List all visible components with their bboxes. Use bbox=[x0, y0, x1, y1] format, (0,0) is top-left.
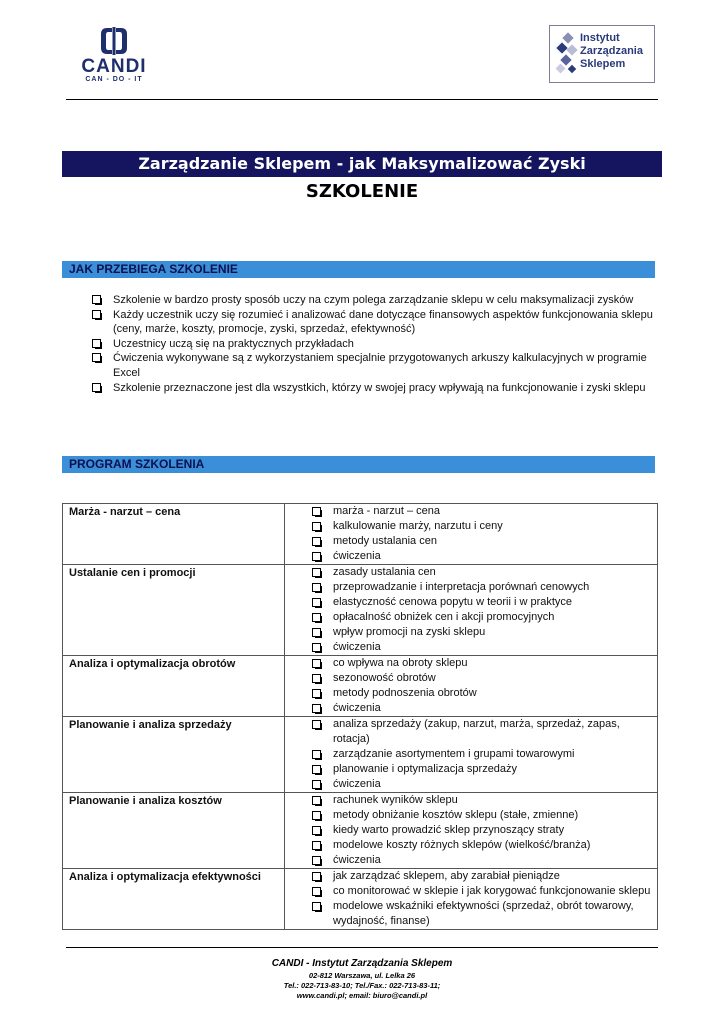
list-item bbox=[312, 534, 653, 549]
list-item-text: metody ustalania cen bbox=[333, 535, 437, 547]
topic-cell: Marża - narzut – cena bbox=[63, 504, 285, 565]
list-item bbox=[92, 351, 662, 380]
list-item-text: co monitorować w sklepie i jak korygować funkcjonowanie sklepu bbox=[333, 885, 651, 897]
list-item-text: modelowe koszty różnych sklepów (wielkość/branża) bbox=[333, 839, 591, 851]
list-item bbox=[312, 625, 653, 640]
checkbox-bullet-icon bbox=[312, 765, 321, 774]
list-item-text: Uczestnicy uczą się na praktycznych przykładach bbox=[113, 337, 354, 350]
footer-divider bbox=[66, 947, 658, 948]
header-divider bbox=[66, 99, 658, 100]
checkbox-bullet-icon bbox=[312, 689, 321, 698]
list-item-text: co wpływa na obroty sklepu bbox=[333, 657, 468, 669]
checkbox-bullet-icon bbox=[312, 780, 321, 789]
topic-cell: Planowanie i analiza kosztów bbox=[63, 793, 285, 869]
list-item bbox=[312, 853, 653, 868]
table-row bbox=[63, 869, 658, 930]
list-item bbox=[312, 565, 653, 580]
checkbox-bullet-icon bbox=[312, 583, 321, 592]
checkbox-bullet-icon bbox=[312, 598, 321, 607]
section-heading-program: PROGRAM SZKOLENIA bbox=[62, 456, 655, 473]
list-item-text: metody obniżanie kosztów sklepu (stałe, zmienne) bbox=[333, 809, 579, 821]
list-item-text: analiza sprzedaży (zakup, narzut, marża, sprzedaż, zapas, rotacja) bbox=[333, 718, 620, 745]
candi-brand: CANDI bbox=[81, 56, 147, 77]
footer-address: 02-812 Warszawa, ul. Lelka 26 bbox=[308, 971, 416, 980]
candi-logo-mark-icon bbox=[97, 26, 131, 56]
topic-cell: Analiza i optymalizacja obrotów bbox=[63, 656, 285, 717]
candi-tagline: CAN - DO - IT bbox=[85, 76, 143, 83]
list-item-text: ćwiczenia bbox=[333, 641, 381, 653]
diamond-squares-icon bbox=[554, 32, 580, 76]
list-item-text: kalkulowanie marży, narzutu i ceny bbox=[333, 520, 503, 532]
page-title: Zarządzanie Sklepem - jak Maksymalizować Zyski bbox=[62, 151, 662, 177]
instytut-logo-line: Sklepem bbox=[580, 58, 626, 70]
list-item-text: sezonowość obrotów bbox=[333, 672, 436, 684]
checkbox-bullet-icon bbox=[312, 659, 321, 668]
checkbox-bullet-icon bbox=[92, 383, 101, 392]
list-item-text: ćwiczenia bbox=[333, 702, 381, 714]
checkbox-bullet-icon bbox=[312, 568, 321, 577]
checkbox-bullet-icon bbox=[312, 796, 321, 805]
list-item bbox=[312, 808, 653, 823]
list-item bbox=[92, 308, 662, 337]
list-item-text: Szkolenie w bardzo prosty sposób uczy na czym polega zarządzanie sklepu w celu maksymalizacji zysków bbox=[113, 294, 634, 306]
list-item bbox=[312, 671, 653, 686]
topic-cell: Ustalanie cen i promocji bbox=[63, 565, 285, 656]
checkbox-bullet-icon bbox=[312, 552, 321, 561]
items-cell bbox=[285, 504, 658, 565]
list-item-text: kiedy warto prowadzić sklep przynoszący straty bbox=[333, 824, 565, 836]
table-row bbox=[63, 656, 658, 717]
checkbox-bullet-icon bbox=[312, 674, 321, 683]
list-item bbox=[312, 580, 653, 595]
items-cell bbox=[285, 656, 658, 717]
topic-cell: Analiza i optymalizacja efektywności bbox=[63, 869, 285, 930]
checkbox-bullet-icon bbox=[92, 310, 101, 319]
table-row bbox=[63, 793, 658, 869]
checkbox-bullet-icon bbox=[312, 811, 321, 820]
checkbox-bullet-icon bbox=[92, 353, 101, 362]
list-item bbox=[312, 549, 653, 564]
instytut-logo-line: Zarządzania bbox=[580, 45, 643, 57]
list-item-text: jak zarządzać sklepem, aby zarabiał pieniądze bbox=[333, 870, 560, 882]
checkbox-bullet-icon bbox=[312, 856, 321, 865]
items-cell bbox=[285, 869, 658, 930]
checkbox-bullet-icon bbox=[312, 537, 321, 546]
page-subtitle: SZKOLENIE bbox=[305, 181, 419, 202]
list-item bbox=[312, 640, 653, 655]
items-cell bbox=[285, 717, 658, 793]
list-item-text: przeprowadzanie i interpretacja porównań cenowych bbox=[333, 581, 590, 593]
course-description-list bbox=[92, 293, 662, 395]
checkbox-bullet-icon bbox=[312, 704, 321, 713]
list-item bbox=[312, 519, 653, 534]
list-item-text: planowanie i optymalizacja sprzedaży bbox=[333, 763, 518, 775]
list-item bbox=[312, 884, 653, 899]
list-item bbox=[312, 504, 653, 519]
list-item bbox=[92, 293, 662, 308]
list-item-text: rachunek wyników sklepu bbox=[333, 794, 458, 806]
list-item-text: elastyczność cenowa popytu w teorii i w praktyce bbox=[333, 596, 573, 608]
checkbox-bullet-icon bbox=[312, 720, 321, 729]
program-table bbox=[62, 503, 658, 930]
list-item-text: Ćwiczenia wykonywane są z wykorzystaniem specjalnie przygotowanych arkuszy kalkulacyjnych w programie Excel bbox=[113, 352, 647, 379]
checkbox-bullet-icon bbox=[312, 507, 321, 516]
list-item bbox=[312, 610, 653, 625]
list-item-text: metody podnoszenia obrotów bbox=[333, 687, 477, 699]
list-item bbox=[312, 747, 653, 762]
list-item bbox=[312, 777, 653, 792]
list-item bbox=[312, 656, 653, 671]
list-item-text: zarządzanie asortymentem i grupami towarowymi bbox=[333, 748, 575, 760]
checkbox-bullet-icon bbox=[92, 295, 101, 304]
list-item bbox=[312, 595, 653, 610]
checkbox-bullet-icon bbox=[312, 643, 321, 652]
instytut-logo-line: Instytut bbox=[580, 32, 620, 44]
list-item-text: marża - narzut – cena bbox=[333, 505, 440, 517]
list-item-text: wpływ promocji na zyski sklepu bbox=[333, 626, 486, 638]
instytut-logo bbox=[549, 25, 655, 83]
table-row bbox=[63, 565, 658, 656]
list-item bbox=[312, 793, 653, 808]
list-item bbox=[312, 823, 653, 838]
list-item bbox=[312, 869, 653, 884]
checkbox-bullet-icon bbox=[312, 826, 321, 835]
list-item bbox=[312, 701, 653, 716]
checkbox-bullet-icon bbox=[312, 522, 321, 531]
checkbox-bullet-icon bbox=[312, 613, 321, 622]
footer-phones: Tel.: 022-713-83-10; Tel./Fax.: 022-713-83-11; bbox=[283, 981, 441, 990]
list-item-text: ćwiczenia bbox=[333, 854, 381, 866]
list-item bbox=[312, 717, 653, 747]
footer-web: www.candi.pl; email: biuro@candi.pl bbox=[296, 991, 428, 1000]
list-item-text: Każdy uczestnik uczy się rozumieć i analizować dane dotyczące finansowych aspektów funkcjonowania sklepu (ceny, marże, koszty, promocje, zyski, sprzedaż, efektywność) bbox=[113, 308, 653, 336]
checkbox-bullet-icon bbox=[312, 872, 321, 881]
checkbox-bullet-icon bbox=[92, 339, 101, 348]
topic-cell: Planowanie i analiza sprzedaży bbox=[63, 717, 285, 793]
section-heading-jak-przebiega: JAK PRZEBIEGA SZKOLENIE bbox=[62, 261, 655, 278]
list-item bbox=[92, 381, 662, 396]
checkbox-bullet-icon bbox=[312, 750, 321, 759]
table-row bbox=[63, 717, 658, 793]
list-item-text: ćwiczenia bbox=[333, 778, 381, 790]
list-item bbox=[312, 899, 653, 929]
table-row bbox=[63, 504, 658, 565]
list-item-text: zasady ustalania cen bbox=[333, 566, 436, 578]
list-item bbox=[312, 838, 653, 853]
footer-org: CANDI - Instytut Zarządzania Sklepem bbox=[271, 958, 453, 969]
candi-logo bbox=[66, 26, 162, 86]
checkbox-bullet-icon bbox=[312, 902, 321, 911]
list-item bbox=[312, 686, 653, 701]
items-cell bbox=[285, 793, 658, 869]
list-item bbox=[312, 762, 653, 777]
footer bbox=[62, 957, 662, 1001]
checkbox-bullet-icon bbox=[312, 841, 321, 850]
list-item bbox=[92, 337, 662, 352]
instytut-logo-text bbox=[580, 32, 643, 71]
checkbox-bullet-icon bbox=[312, 628, 321, 637]
items-cell bbox=[285, 565, 658, 656]
list-item-text: opłacalność obniżek cen i akcji promocyjnych bbox=[333, 611, 555, 623]
list-item-text: ćwiczenia bbox=[333, 550, 381, 562]
list-item-text: modelowe wskaźniki efektywności (sprzedaż, obrót towarowy, wydajność, finanse) bbox=[333, 900, 634, 927]
checkbox-bullet-icon bbox=[312, 887, 321, 896]
list-item-text: Szkolenie przeznaczone jest dla wszystkich, którzy w swojej pracy wpływają na funkcjonowanie i zyski sklepu bbox=[113, 381, 646, 394]
